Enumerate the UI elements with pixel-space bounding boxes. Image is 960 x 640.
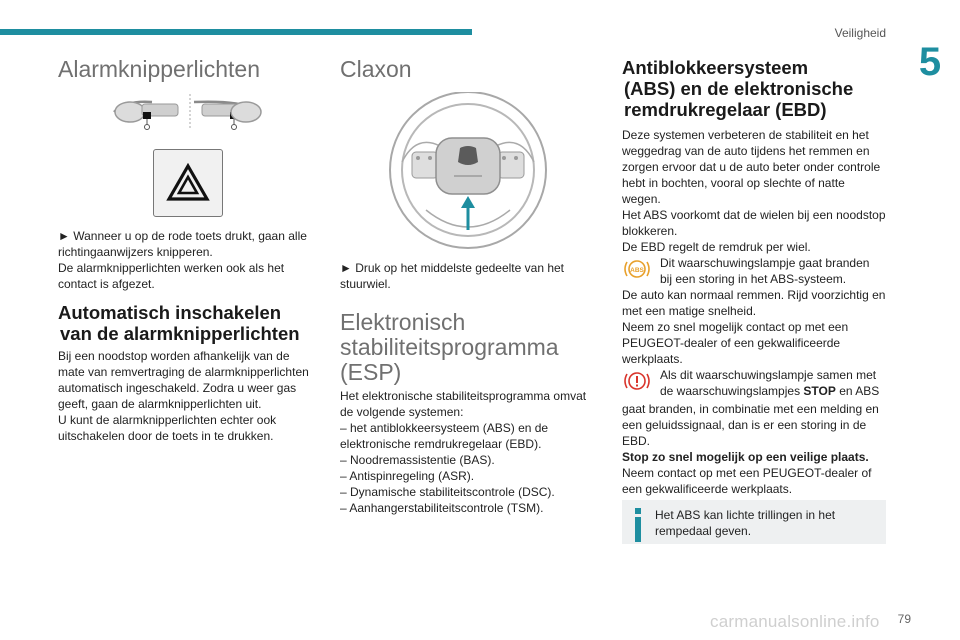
hazard-triangle-icon: [166, 163, 210, 203]
info-note: [622, 500, 886, 544]
abs-title-line1: Antiblokkeersysteem: [622, 57, 809, 78]
brake-warning-text-1: Als dit waarschuwingslampje samen met: [660, 368, 877, 382]
list-item: – Dynamische stabiliteitscontrole (DSC).: [340, 485, 555, 499]
abs-warning-text-2: bij een storing in het ABS-systeem.: [660, 272, 847, 286]
list-item: – Noodremassistentie (BAS).: [340, 453, 495, 467]
brake-warning-block: [622, 367, 886, 399]
ebd-line: De EBD regelt de remdruk per wiel.: [622, 240, 811, 254]
horn-title: Claxon: [340, 56, 412, 82]
info-note-text: Het ABS kan lichte trillingen in het rempedaal geven.: [655, 508, 836, 538]
abs-contact-dealer: Neem zo snel mogelijk contact op met een PEUGEOT-dealer of een gekwalificeerde werkplaats.: [622, 320, 849, 366]
abs-warning-text-1: Dit waarschuwingslampje gaat branden: [660, 256, 870, 270]
esp-title-line2: stabiliteitsprogramma: [340, 334, 559, 360]
abs-intro: Deze systemen verbeteren de stabiliteit en het weggedrag van de auto tijdens het remmen en zorgen ervoor dat u de auto beter onder controle hebt in bochten, vooral op slechte of natte wegen.: [622, 128, 881, 206]
abs-title-line3: remdrukregelaar (EBD): [624, 99, 827, 120]
esp-title: [340, 310, 610, 385]
svg-text:ABS: ABS: [630, 267, 644, 274]
horn-instruction: ► Druk op het middelste gedeelte van het stuurwiel.: [340, 261, 565, 291]
chapter-number: 5: [918, 40, 942, 84]
stop-label: STOP: [803, 384, 836, 398]
list-item: – Aanhangerstabiliteitscontrole (TSM).: [340, 501, 544, 515]
esp-title-line3: (ESP): [340, 359, 402, 385]
brake-warning-icon: [622, 367, 652, 395]
stop-safely-text: Stop zo snel mogelijk op een veilige plaats.: [622, 450, 869, 464]
auto-hazard-switch-off: U kunt de alarmknipperlichten echter ook uitschakelen door de toets in te drukken.: [58, 413, 277, 443]
watermark: carmanualsonline.info: [710, 612, 880, 631]
section-label: Veiligheid: [834, 26, 886, 40]
list-item: – het antiblokkeersysteem (ABS) en de elektronische remdrukregelaar (EBD).: [340, 421, 549, 451]
auto-hazard-heading: [58, 302, 324, 344]
esp-systems-list: [340, 420, 596, 516]
abs-wheel-lock: Het ABS voorkomt dat de wielen bij een noodstop blokkeren.: [622, 208, 886, 238]
ebd-fault-text: gaat branden, in combinatie met een melding en een geluidssignaal, dan is er een storing in de EBD.: [622, 402, 879, 448]
abs-title: [622, 57, 894, 120]
brake-warning-post: en ABS: [835, 384, 880, 398]
hazard-title: Alarmknipperlichten: [58, 56, 260, 82]
steering-wheel-horn-illustration: [380, 92, 556, 252]
header-accent-bar: [0, 29, 472, 35]
auto-hazard-heading-line2: van de alarmknipperlichten: [60, 323, 300, 344]
brake-warning-pre: de waarschuwingslampjes: [660, 384, 804, 398]
brake-warning-text-2: [660, 383, 879, 399]
esp-title-line1: Elektronisch: [340, 309, 466, 335]
abs-warning-icon: [622, 255, 652, 283]
esp-intro: Het elektronische stabiliteitsprogramma omvat de volgende systemen:: [340, 389, 587, 419]
steering-wheels-illustration: [110, 92, 262, 132]
hazard-instruction: ► Wanneer u op de rode toets drukt, gaan alle richtingaanwijzers knipperen.: [58, 229, 307, 259]
page-number: 79: [897, 612, 911, 626]
abs-warning-block: [622, 255, 886, 287]
abs-title-line2: (ABS) en de elektronische: [624, 78, 854, 99]
hazard-contact-off-note: De alarmknipperlichten werken ook als het contact is afgezet.: [58, 261, 285, 291]
auto-hazard-heading-line1: Automatisch inschakelen: [58, 302, 282, 323]
list-item: – Antispinregeling (ASR).: [340, 469, 475, 483]
auto-hazard-paragraph: Bij een noodstop worden afhankelijk van de mate van remvertraging de alarmknipperlichten automatisch ingeschakeld. Zodra u weer gas geeft, gaan de alarmknipperlichten uit.: [58, 349, 309, 411]
info-icon: [635, 508, 641, 514]
contact-dealer-text: Neem contact op met een PEUGEOT-dealer of een gekwalificeerde werkplaats.: [622, 466, 872, 496]
hazard-button: [153, 149, 223, 217]
abs-drive-carefully: De auto kan normaal remmen. Rijd voorzichtig en met een matige snelheid.: [622, 288, 886, 318]
